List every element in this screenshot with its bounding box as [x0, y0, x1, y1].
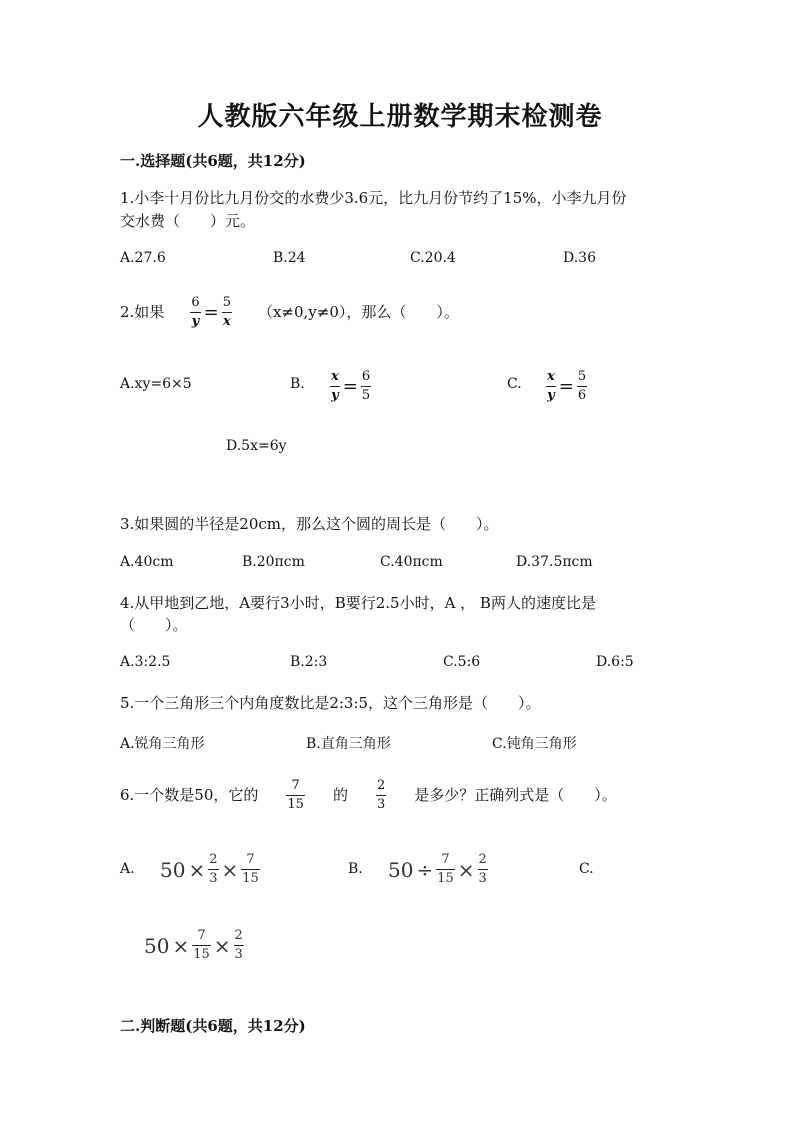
- fraction-denominator: x: [222, 314, 231, 329]
- fraction-numerator: x: [547, 369, 555, 384]
- fraction-denominator: y: [191, 314, 200, 329]
- q6-option-b-label: B.: [348, 861, 363, 877]
- fraction-numerator: 6: [361, 369, 371, 384]
- q1-option-d: D.36: [563, 250, 596, 266]
- fraction-numerator: 2: [376, 778, 386, 793]
- page-title: 人教版六年级上册数学期末检测卷: [197, 102, 603, 132]
- expression-operator: ×: [188, 857, 206, 882]
- q3-option-d: D.37.5πcm: [516, 554, 593, 570]
- q1-option-c: C.20.4: [410, 250, 456, 266]
- expression-operator: ×: [172, 933, 190, 958]
- q2-option-a: A.xy=6×5: [120, 376, 192, 392]
- section-heading-judgement: 二.判断题(共6题，共12分): [120, 1017, 306, 1035]
- fraction-numerator: 2: [478, 852, 487, 867]
- q6-option-a-expression: [160, 853, 260, 886]
- fraction-denominator: y: [547, 388, 555, 403]
- q2-option-c-equation: $\frac{x}{y}$ = $\frac{5}{6}$: [547, 369, 587, 403]
- fraction: [286, 779, 305, 812]
- question-6-prefix: 6.一个数是50，它的: [120, 786, 259, 804]
- question-2: [120, 296, 459, 329]
- expression-operator: ×: [457, 857, 475, 882]
- fraction-denominator: 3: [478, 871, 487, 886]
- fraction-numerator: 7: [246, 852, 255, 867]
- fraction: [222, 296, 232, 329]
- fraction-denominator: 3: [234, 947, 243, 962]
- q4-option-c: C.5:6: [443, 654, 481, 670]
- fraction-denominator: 3: [209, 871, 218, 886]
- q3-option-b: B.20πcm: [242, 554, 305, 570]
- fraction-numerator: 2: [209, 852, 218, 867]
- fraction-numerator: 5: [222, 295, 231, 310]
- fraction-numerator: 7: [441, 852, 450, 867]
- q1-option-a: A.27.6: [120, 250, 166, 266]
- q1-option-b: B.24: [273, 250, 306, 266]
- fraction-denominator: y: [331, 388, 339, 403]
- q2-option-c-label: C.: [507, 376, 522, 392]
- fraction-numerator: 5: [577, 369, 587, 384]
- q3-option-c: C.40πcm: [380, 554, 443, 570]
- question-4-line2: （ ）。: [120, 616, 188, 634]
- expression-base: 50: [160, 857, 186, 882]
- q3-option-a: A.40cm: [120, 554, 174, 570]
- question-2-suffix: （x≠0,y≠0），那么（ ）。: [257, 303, 459, 321]
- question-2-prefix: 2.如果: [120, 303, 165, 321]
- section-heading-choice: 一.选择题(共6题，共12分): [120, 152, 306, 170]
- q2-option-b-equation: $\frac{x}{y}$ = $\frac{6}{5}$: [331, 369, 371, 403]
- question-4-line1: 4.从甲地到乙地，A要行3小时，B要行2.5小时，A ， B两人的速度比是: [120, 594, 596, 612]
- fraction-denominator: 15: [287, 797, 304, 812]
- q2-option-d: D.5x=6y: [226, 438, 287, 454]
- q5-option-b: B.直角三角形: [306, 736, 391, 752]
- expression-operator: ×: [213, 933, 231, 958]
- question-2-equation: $\frac{6}{y}$ = $\frac{5}{x}$: [191, 295, 231, 329]
- question-6-mid: 的: [332, 786, 348, 804]
- fraction-numerator: 7: [291, 778, 300, 793]
- q6-option-a-label: A.: [120, 861, 135, 877]
- q4-option-d: D.6:5: [596, 654, 634, 670]
- fraction-numerator: 7: [197, 928, 206, 943]
- question-1-line2: 交水费（ ）元。: [120, 212, 256, 230]
- q5-option-a: A.锐角三角形: [120, 736, 205, 752]
- question-5: 5.一个三角形三个内角度数比是2:3:5，这个三角形是（ ）。: [120, 694, 541, 712]
- fraction-denominator: 5: [361, 388, 371, 403]
- expression-base: 50: [388, 857, 414, 882]
- fraction-denominator: 6: [577, 388, 587, 403]
- q5-option-c: C.钝角三角形: [492, 736, 577, 752]
- fraction: [190, 296, 200, 329]
- expression-operator: ÷: [416, 857, 434, 882]
- expression-operator: ×: [221, 857, 239, 882]
- fraction-numerator: 2: [234, 928, 243, 943]
- fraction: [376, 779, 386, 812]
- q2-option-b-label: B.: [290, 376, 305, 392]
- q6-option-c-label: C.: [579, 861, 594, 877]
- question-1-line1: 1.小李十月份比九月份交的水费少3.6元，比九月份节约了15%，小李九月份: [120, 189, 627, 207]
- fraction-denominator: 15: [242, 871, 259, 886]
- q4-option-b: B.2:3: [290, 654, 328, 670]
- q6-option-b-expression: [388, 853, 488, 886]
- q4-option-a: A.3:2.5: [120, 654, 171, 670]
- expression-base: 50: [144, 933, 170, 958]
- q6-option-c-expression: [144, 929, 244, 962]
- fraction-denominator: 15: [193, 947, 210, 962]
- fraction-denominator: 3: [376, 797, 386, 812]
- fraction-numerator: x: [331, 369, 339, 384]
- question-6: [120, 779, 617, 812]
- question-3: 3.如果圆的半径是20cm，那么这个圆的周长是（ ）。: [120, 515, 499, 533]
- fraction-numerator: 6: [191, 295, 200, 310]
- question-6-suffix: 是多少？正确列式是（ ）。: [414, 786, 617, 804]
- fraction-denominator: 15: [437, 871, 454, 886]
